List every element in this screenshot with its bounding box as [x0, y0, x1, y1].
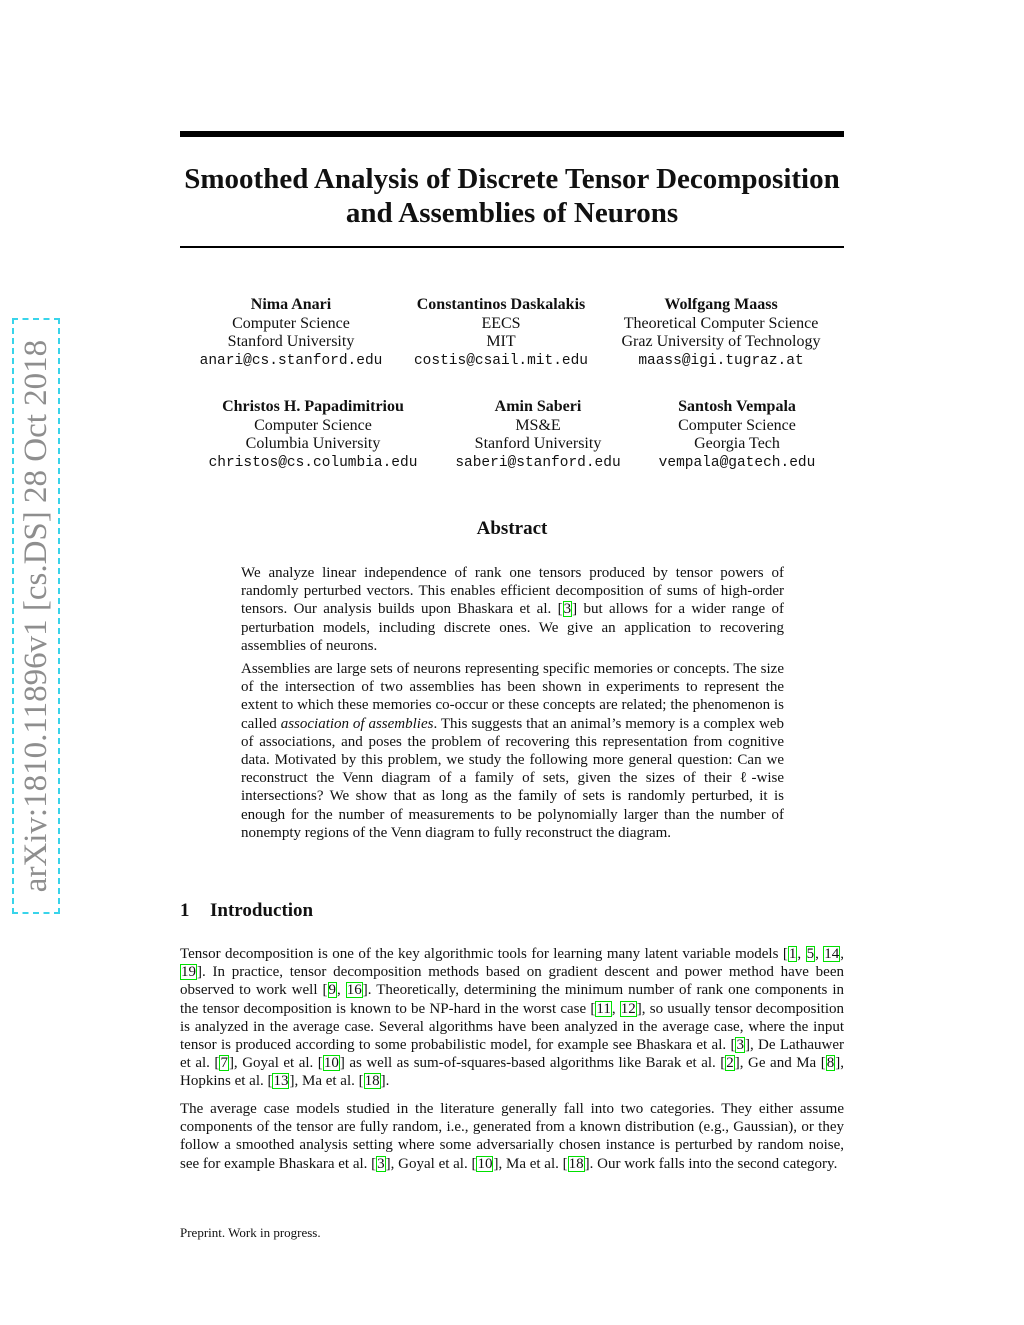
author-department: MS&E — [515, 416, 561, 434]
author-affiliation: Columbia University — [245, 435, 381, 452]
citation-link[interactable]: 11 — [596, 1000, 611, 1017]
author-block — [637, 398, 837, 472]
author-affiliation: Georgia Tech — [694, 435, 780, 452]
intro-paragraph-2 — [180, 1100, 844, 1173]
paragraph-text: ] as well as sum-of-squares-based algorithms like Barak et al. [ — [339, 1055, 726, 1072]
citation-link[interactable]: 5 — [806, 946, 815, 962]
author-department: Computer Science — [254, 416, 372, 434]
title-line-2: and Assemblies of Neurons — [345, 197, 679, 229]
citation-link[interactable]: 3 — [377, 1155, 385, 1172]
citation-link[interactable]: 13 — [273, 1073, 289, 1090]
abstract-text: ] but allows for a wider range of perturbation models, including discrete ones. We give an application to recovering assemblies of neurons. — [241, 601, 784, 654]
citation-link[interactable]: 7 — [220, 1055, 228, 1072]
author-affiliation: Stanford University — [227, 333, 355, 350]
paragraph-text: , — [797, 946, 806, 962]
title-bottom-rule — [180, 246, 844, 248]
paragraph-text: , — [337, 982, 346, 999]
paragraph-text: ]. Theoretically, determining the minimum number of rank one components in the tensor decomposition is known to be NP-hard in the worst case [ — [180, 982, 845, 1017]
paragraph-text: ], Ge and Ma [ — [734, 1055, 826, 1072]
paragraph-text: ]. Our work falls into the second category. — [584, 1155, 838, 1172]
paragraph-text: , — [611, 1000, 620, 1017]
author-affiliation: Stanford University — [474, 435, 602, 452]
paragraph-text: ], Hopkins et al. [ — [180, 1055, 844, 1090]
citation-link[interactable]: 18 — [568, 1155, 584, 1172]
author-email[interactable]: vempala@gatech.edu — [658, 454, 816, 471]
author-name: Santosh Vempala — [678, 398, 796, 415]
citation-link[interactable]: 2 — [726, 1055, 734, 1072]
citation-link[interactable]: 8 — [826, 1055, 835, 1072]
paragraph-text: , — [815, 946, 824, 962]
paragraph-text: ], Goyal et al. [ — [385, 1155, 477, 1172]
author-name: Christos H. Papadimitriou — [222, 398, 404, 415]
abstract-text: . This suggests that an animal’s memory is a complex web of associations, and poses the problem of recovering this representation from cognitive data. Motivated by this problem, we study the following more general question: Can we reconstruct the Venn diagram of a family of sets, given the sizes of their ℓ-wise intersections? We show that as long as the family of sets is randomly perturbed, it is enough for the number of measurements to be polynomially larger than the number of nonempty regions of the Venn diagram to fully reconstruct the diagram. — [241, 715, 785, 841]
paragraph-text: The average case models studied in the literature generally fall into two categories. They either assume components of the tensor are fully random, i.e., generated from a known distribution (e.g., Gaussian), or they follow a smoothed analysis setting where some adversarially chosen instance is perturbed by random noise, see for example Bhaskara et al. [ — [180, 1101, 844, 1172]
emphasis-term: association of assemblies — [280, 715, 434, 732]
citation-link[interactable]: 16 — [346, 982, 362, 999]
author-block — [611, 296, 831, 370]
paper-title — [180, 162, 844, 230]
author-name: Constantinos Daskalakis — [416, 296, 586, 313]
paragraph-text: ], Ma et al. [ — [289, 1073, 364, 1090]
author-email[interactable]: christos@cs.columbia.edu — [208, 454, 418, 471]
citation-link[interactable]: 18 — [364, 1073, 380, 1090]
citation-link[interactable]: 12 — [620, 1000, 636, 1017]
author-department: EECS — [481, 314, 521, 332]
author-department: Computer Science — [678, 416, 796, 434]
arxiv-identifier[interactable]: arXiv:1810.11896v1 [cs.DS] 28 Oct 2018 — [16, 322, 56, 910]
abstract-text: Assemblies are large sets of neurons representing specific memories or concepts. The size of the intersection of two assemblies has been shown in experiments to represent the extent to which these memories co-occur or these concepts are related; the phenomenon is called — [241, 661, 784, 732]
abstract-paragraph-1 — [241, 564, 784, 655]
abstract-text: We analyze linear independence of rank one tensors produced by tensor powers of randomly perturbed vectors. This enables efficient decomposition of sums of high-order tensors. Our analysis builds upon Bhaskara et al. [ — [241, 565, 784, 618]
author-block — [438, 398, 638, 472]
author-affiliation: MIT — [486, 333, 516, 350]
paragraph-text: ], De Lathauwer et al. [ — [180, 1037, 844, 1072]
author-block — [203, 398, 423, 472]
section-heading — [180, 900, 313, 922]
section-number: 1 — [180, 900, 190, 921]
author-affiliation: Graz University of Technology — [621, 333, 821, 350]
author-name: Amin Saberi — [494, 398, 582, 415]
citation-link[interactable]: 10 — [323, 1055, 339, 1072]
abstract-paragraph-2 — [241, 660, 784, 842]
citation-link[interactable]: 19 — [181, 964, 196, 981]
citation-link[interactable]: 1 — [788, 946, 797, 962]
citation-link[interactable]: 3 — [736, 1037, 744, 1054]
abstract-heading: Abstract — [476, 518, 548, 539]
paragraph-text: Tensor decomposition is one of the key algorithmic tools for learning many latent variable models [ — [180, 946, 788, 962]
author-name: Nima Anari — [250, 296, 332, 313]
author-department: Computer Science — [232, 314, 350, 332]
citation-link[interactable]: 9 — [328, 982, 337, 999]
footer-note: Preprint. Work in progress. — [180, 1225, 321, 1240]
paragraph-text: ], so usually tensor decomposition is analyzed in the average case. Several algorithms have been analyzed in the average case, where the input tensor is produced according to some probabilistic model, for example see Bhaskara et al. [ — [180, 1000, 845, 1054]
author-block — [191, 296, 391, 370]
author-email[interactable]: costis@csail.mit.edu — [413, 352, 589, 369]
paragraph-text: ]. — [380, 1073, 390, 1090]
author-email[interactable]: maass@igi.tugraz.at — [638, 352, 804, 369]
author-department: Theoretical Computer Science — [623, 314, 819, 332]
title-line-1: Smoothed Analysis of Discrete Tensor Decomposition — [184, 163, 840, 195]
paragraph-text: , — [840, 946, 845, 962]
citation-link[interactable]: 14 — [824, 946, 840, 962]
author-email[interactable]: saberi@stanford.edu — [455, 454, 621, 471]
citation-link[interactable]: 10 — [477, 1155, 493, 1172]
arxiv-sidebar — [12, 322, 60, 910]
author-block — [401, 296, 601, 370]
paragraph-text: ], Goyal et al. [ — [228, 1055, 323, 1072]
title-top-rule — [180, 131, 844, 137]
paragraph-text: ], Ma et al. [ — [493, 1155, 568, 1172]
paragraph-text: ]. In practice, tensor decomposition methods based on gradient descent and power method have been observed to work well [ — [180, 964, 844, 999]
author-email[interactable]: anari@cs.stanford.edu — [199, 352, 383, 369]
section-title: Introduction — [210, 900, 314, 921]
citation-link[interactable]: 3 — [563, 601, 572, 618]
intro-paragraph-1 — [180, 945, 844, 1091]
author-name: Wolfgang Maass — [664, 296, 778, 313]
